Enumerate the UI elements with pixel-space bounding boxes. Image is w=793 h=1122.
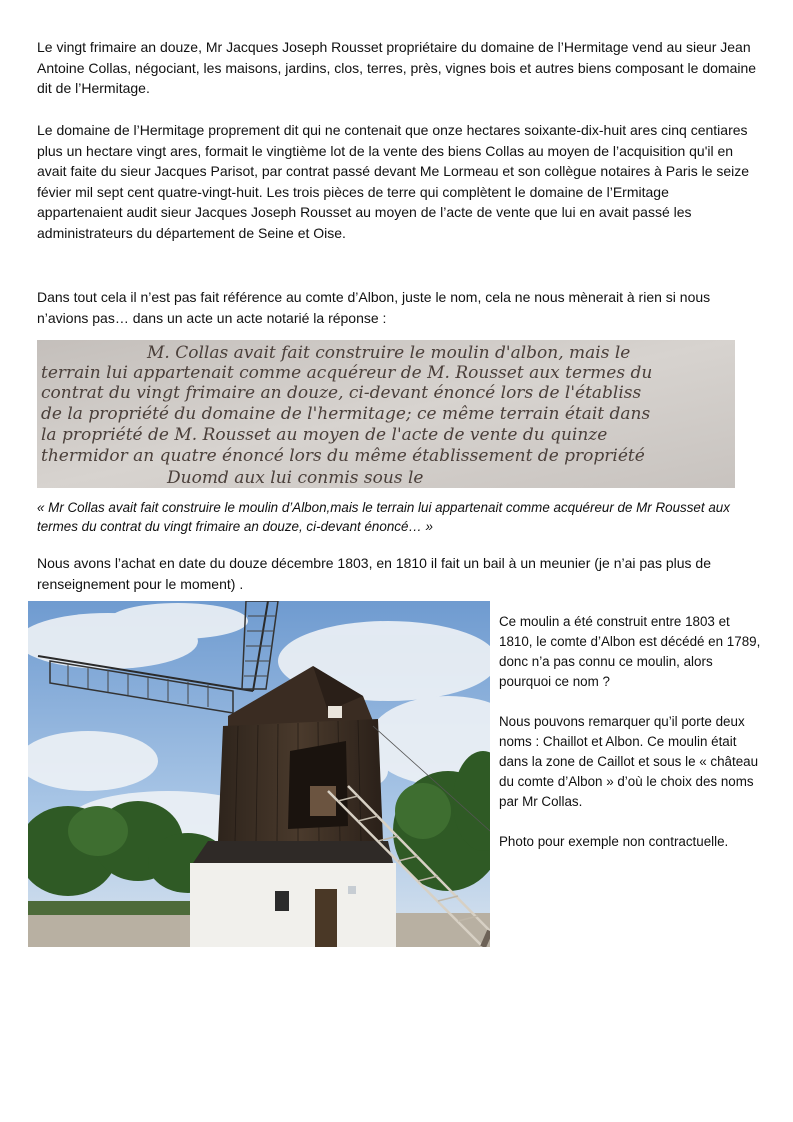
note-construction-dates: Ce moulin a été construit entre 1803 et 1810, le comte d’Albon est décédé en 1789, donc n’a pas connu ce moulin, alors pourquoi ce nom ? bbox=[499, 614, 761, 689]
manuscript-line: thermidor an quatre énoncé lors du même établissement de propriété bbox=[41, 446, 645, 466]
manuscript-line: terrain lui appartenait comme acquéreur de M. Rousset aux termes du bbox=[41, 363, 653, 383]
manuscript-line: M. Collas avait fait construire le moulin d'albon, mais le bbox=[147, 343, 631, 363]
manuscript-line: la propriété de M. Rousset au moyen de l'acte de vente du quinze bbox=[41, 425, 608, 445]
manuscript-caption: « Mr Collas avait fait construire le moulin d’Albon,mais le terrain lui appartenait comme acquéreur de Mr Rousset aux termes du contrat du vingt frimaire an douze, ci-devant énoncé… » bbox=[37, 500, 730, 534]
manuscript-line: de la propriété du domaine de l'hermitage; ce même terrain était dans bbox=[41, 404, 651, 424]
windmill-photo bbox=[28, 601, 490, 947]
paragraph-albon-reference: Dans tout cela il n’est pas fait référence au comte d’Albon, juste le nom, cela ne nous mènerait à rien si nous n’avions pas… dans un acte un acte notarié la réponse : bbox=[37, 289, 711, 326]
note-two-names: Nous pouvons remarquer qu’il porte deux noms : Chaillot et Albon. Ce moulin était dans la zone de Caillot et sous le « château du comte d’Albon » d’où le choix des noms par Mr Collas. bbox=[499, 714, 759, 809]
manuscript-image bbox=[37, 340, 735, 488]
windmill-notes bbox=[499, 612, 761, 872]
paragraph-domain: Le domaine de l’Hermitage proprement dit qui ne contenait que onze hectares soixante-dix-huit ares cinq centiares plus un hectare vingt ares, formait le vingtième lot de la vente des biens Collas au moyen de l’acquisition qu'il en avait faite du sieur Jacques Parisot, par contrat passé devant Me Lormeau et son collègue notaires à Paris le seize févier mil sept cent quatre-vingt-huit. Les trois pièces de terre qui complètent le domaine de l’Ermitage appartenaient audit sieur Jacques Joseph Rousset au moyen de l’acte de vente que lui en avait passé les administrateurs du département de Seine et Oise. bbox=[37, 122, 750, 241]
note-photo-disclaimer: Photo pour exemple non contractuelle. bbox=[499, 834, 729, 849]
manuscript-line: Duomd aux lui conmis sous le bbox=[167, 468, 424, 488]
manuscript-line: contrat du vingt frimaire an douze, ci-devant énoncé lors de l'établiss bbox=[41, 383, 642, 403]
paragraph-sale: Le vingt frimaire an douze, Mr Jacques Joseph Rousset propriétaire du domaine de l’Hermitage vend au sieur Jean Antoine Collas, négociant, les maisons, jardins, clos, terres, près, vignes bois et autres biens composant le domaine dit de l’Hermitage. bbox=[37, 39, 757, 96]
paragraph-purchase-date: Nous avons l’achat en date du douze décembre 1803, en 1810 il fait un bail à un meunier (je n’ai pas plus de renseignement pour le moment) . bbox=[37, 555, 712, 592]
